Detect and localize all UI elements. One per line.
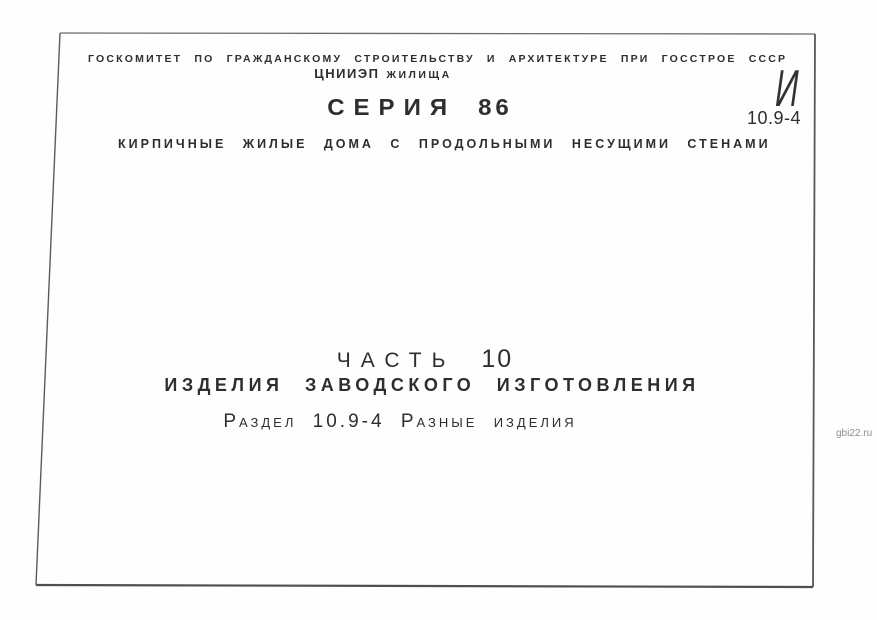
watermark-gbi22: gbi22.ru [836, 428, 873, 439]
part-subtitle: ИЗДЕЛИЯ ЗАВОДСКОГО ИЗГОТОВЛЕНИЯ [164, 375, 700, 395]
institute-name: ЦНИИЭП [314, 66, 380, 81]
part-title [125, 347, 725, 372]
committee-header: ГОСКОМИТЕТ ПО ГРАЖДАНСКОМУ СТРОИТЕЛЬСТВУ И АРХИТЕКТУРЕ ПРИ ГОССТРОЕ СССР [88, 53, 788, 65]
part-number: 10 [481, 345, 514, 373]
doc-code-letter: И [771, 60, 803, 118]
frame-right-line [813, 34, 815, 587]
series-title [120, 96, 720, 119]
frame-bottom-line [36, 585, 813, 587]
series-subtitle: КИРПИЧНЫЕ ЖИЛЫЕ ДОМА С ПРОДОЛЬНЫМИ НЕСУЩИМИ СТЕНАМИ [118, 137, 771, 151]
part-label: ЧАСТЬ [336, 349, 456, 372]
section-title: Раздел 10.9-4 Разные изделия [223, 411, 577, 432]
series-label: СЕРИЯ [327, 94, 457, 121]
frame-left-line [36, 33, 60, 585]
institute-branch: ЖИЛИЩА [386, 69, 452, 81]
doc-code-number: 10.9-4 [747, 108, 802, 128]
institute-line [83, 67, 683, 81]
frame-top-line [60, 33, 815, 34]
series-number: 86 [478, 94, 513, 121]
